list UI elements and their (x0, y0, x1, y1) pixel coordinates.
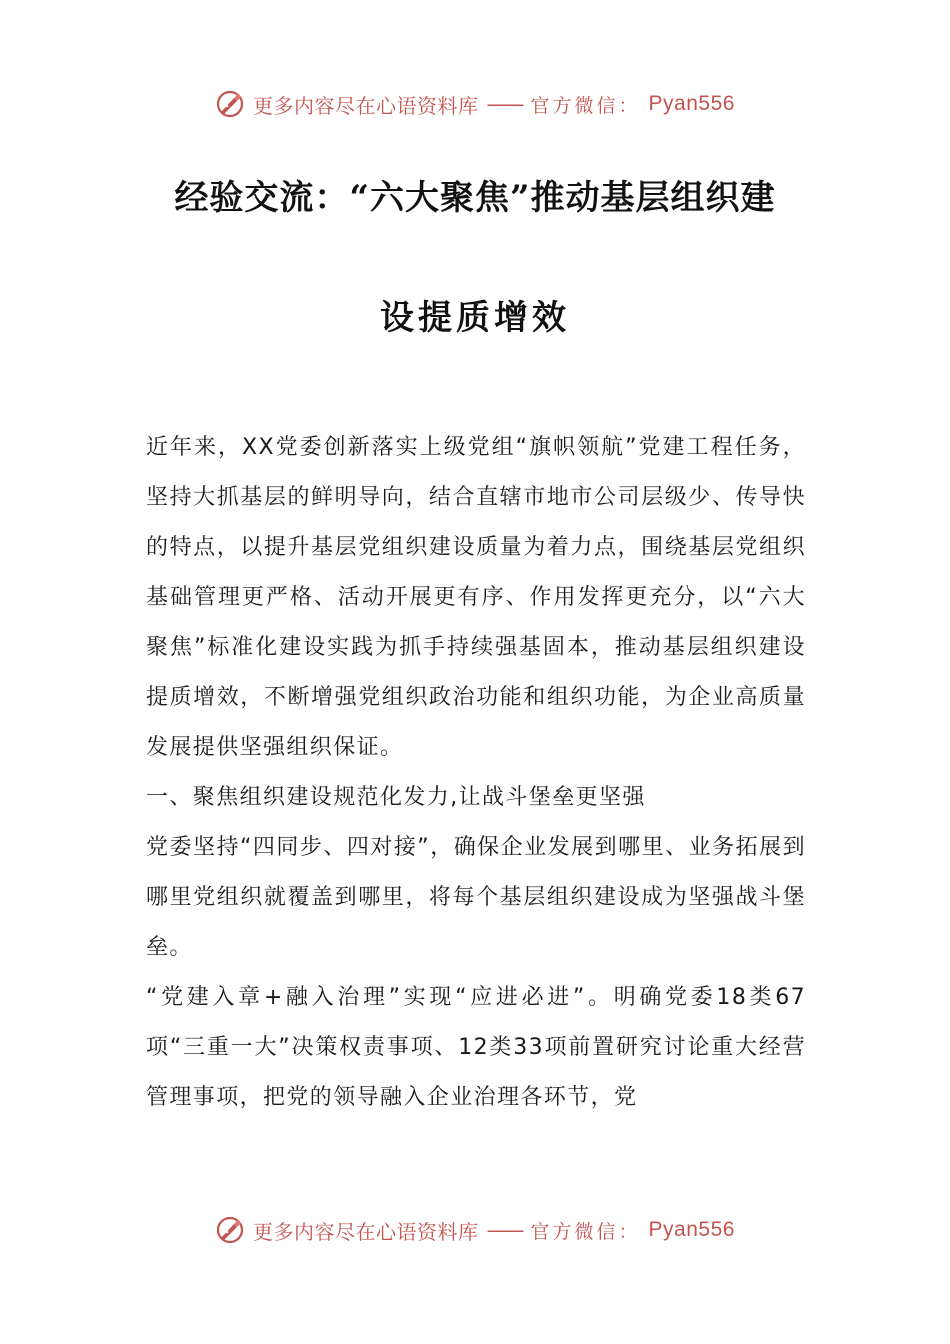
pen-nib-circle-icon (215, 89, 245, 119)
document-title-line-1: 经验交流：“六大聚焦”推动基层组织建 (174, 178, 776, 218)
body-paragraph: “党建入章+融入治理”实现“应进必进”。明确党委18类67项“三重一大”决策权责事项、12类33项前置研究讨论重大经营管理事项，把党的领导融入企业治理各环节，党 (146, 985, 806, 1110)
pen-nib-circle-icon (215, 1215, 245, 1245)
watermark-footer (0, 1210, 950, 1250)
watermark-separator: —— (486, 1218, 523, 1242)
watermark-brand: 更多内容尽在心语资料库 (253, 93, 479, 118)
intro-paragraph: 近年来，XX党委创新落实上级党组“旗帜领航”党建工程任务，坚持大抓基层的鲜明导向，结合直辖市地市公司层级少、传导快的特点，以提升基层党组织建设质量为着力点，围绕基层党组织基础管理更严格、活动开展更有序、作用发挥更充分，以“六大聚焦”标准化建设实践为抓手持续强基固本，推动基层组织建设提质增效，不断增强党组织政治功能和组织功能，为企业高质量发展提供坚强组织保证。 (146, 435, 806, 760)
document-body (146, 423, 806, 1123)
watermark-brand: 更多内容尽在心语资料库 (253, 1219, 479, 1244)
watermark-header (0, 84, 950, 124)
watermark-handle: Pyan556 (648, 92, 735, 115)
section-heading: 一、聚焦组织建设规范化发力,让战斗堡垒更坚强 (146, 785, 646, 810)
watermark-separator: —— (486, 92, 523, 116)
watermark-wechat-label: 官方微信： (530, 94, 641, 117)
watermark-handle: Pyan556 (648, 1218, 735, 1241)
body-paragraph: 党委坚持“四同步、四对接”，确保企业发展到哪里、业务拓展到哪里党组织就覆盖到哪里，将每个基层组织建设成为坚强战斗堡垒。 (146, 835, 806, 960)
watermark-wechat-label: 官方微信： (530, 1220, 641, 1243)
document-title-line-2: 设提质增效 (380, 298, 570, 338)
